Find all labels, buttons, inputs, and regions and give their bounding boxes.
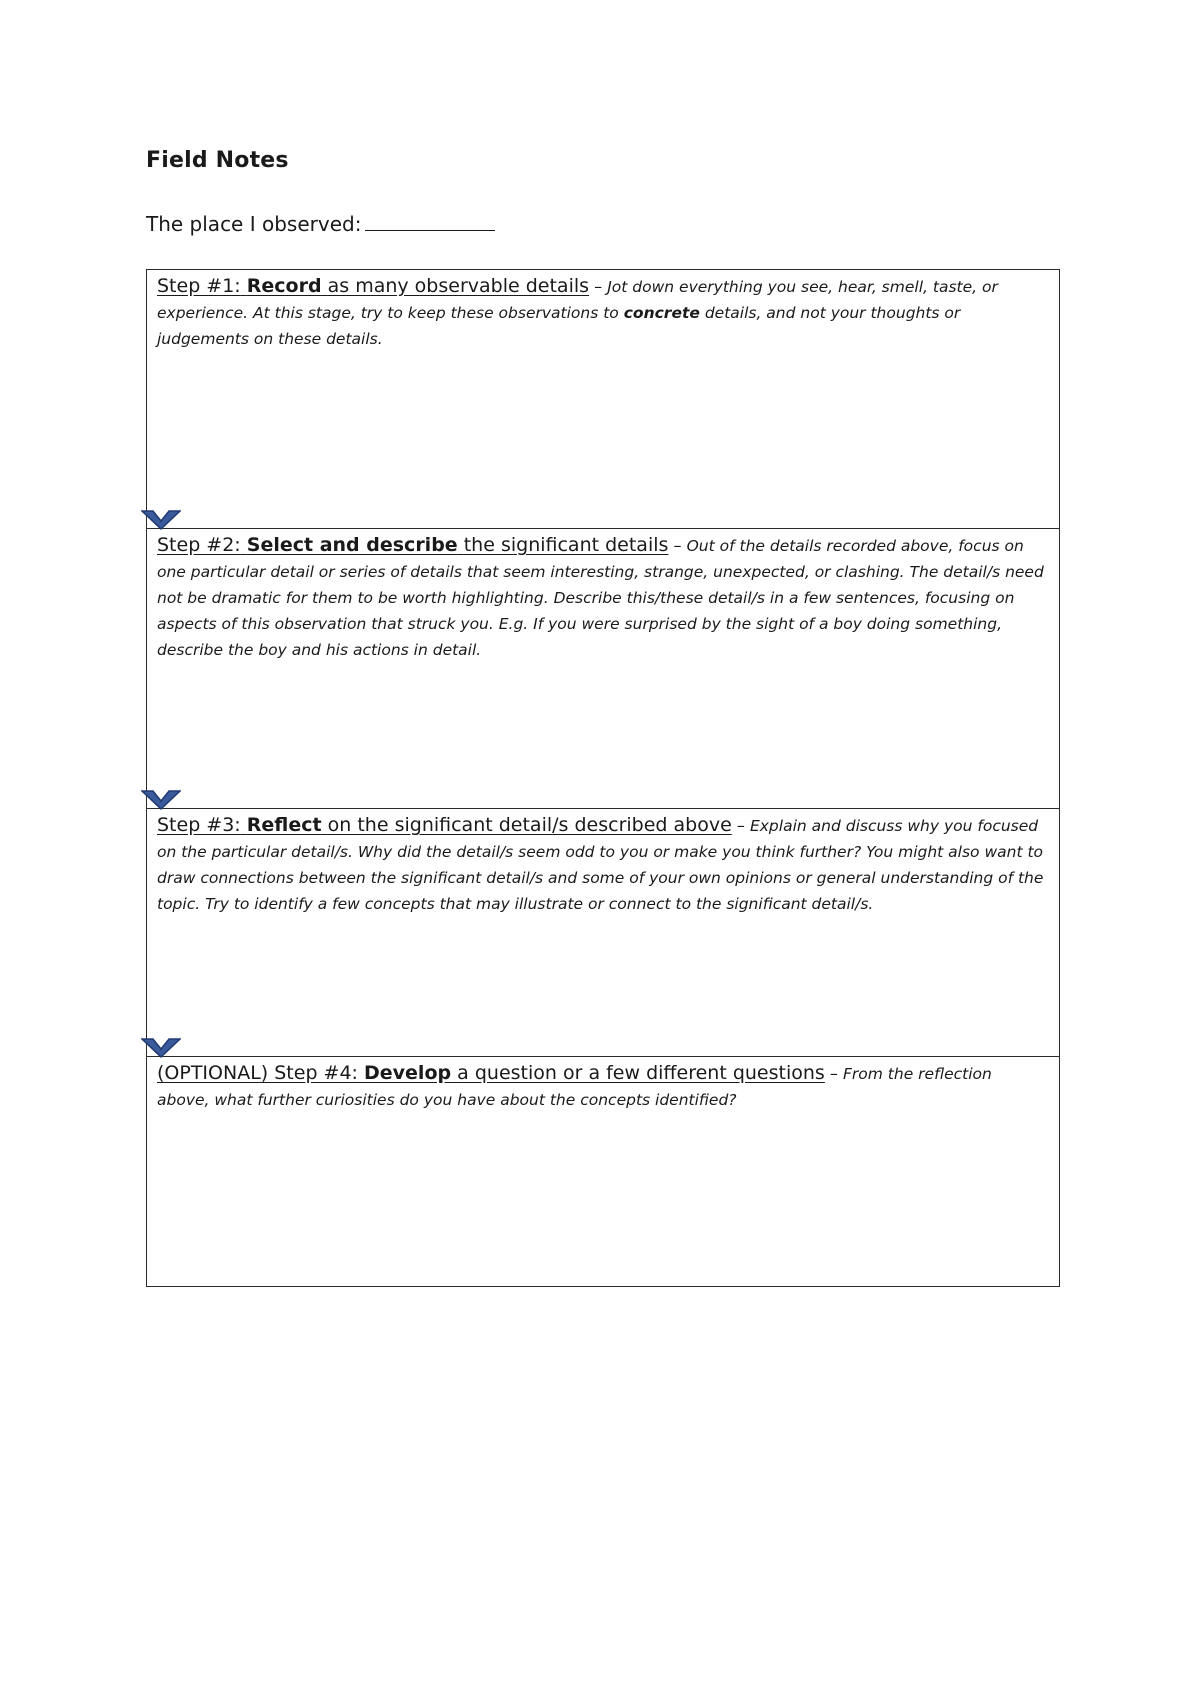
chevron-down-icon bbox=[141, 509, 181, 531]
step-3-section[interactable] bbox=[147, 808, 1059, 1056]
chevron-down-icon bbox=[141, 789, 181, 811]
step-4-section[interactable] bbox=[147, 1056, 1059, 1288]
step-4-dash: – bbox=[829, 1064, 838, 1083]
step-1-heading bbox=[157, 275, 589, 297]
step-2-section[interactable] bbox=[147, 528, 1059, 808]
step-3-dash: – bbox=[736, 816, 745, 835]
step-1-instruction-before: Jot down everything you see, hear, smell, taste, or experience. At this stage, try to keep these observations to bbox=[157, 278, 998, 322]
step-2-dash: – bbox=[673, 536, 682, 555]
place-label: The place I observed: bbox=[146, 212, 362, 236]
page-title: Field Notes bbox=[146, 148, 289, 173]
step-1-section[interactable] bbox=[147, 270, 1059, 528]
step-3-heading-rest: on the significant detail/s described above bbox=[327, 814, 732, 836]
step-4-heading bbox=[157, 1062, 825, 1084]
step-4-prefix: (OPTIONAL) Step #4: bbox=[157, 1062, 358, 1084]
step-2-heading-rest: the significant details bbox=[463, 534, 669, 556]
step-2-heading bbox=[157, 534, 668, 556]
chevron-down-icon bbox=[141, 1037, 181, 1059]
place-blank-field[interactable] bbox=[365, 212, 495, 231]
step-4-instruction: From the reflection above, what further curiosities do you have about the concepts identified? bbox=[157, 1065, 992, 1109]
step-2-prefix: Step #2: bbox=[157, 534, 241, 556]
place-observed-line bbox=[146, 212, 495, 236]
step-4-heading-rest: a question or a few different questions bbox=[457, 1062, 825, 1084]
step-2-instruction: Out of the details recorded above, focus on one particular detail or series of details that seem interesting, strange, unexpected, or clashing. The detail/s need not be dramatic for them to be worth highlighting. Describe this/these detail/s in a few sentences, focusing on aspects of this observation that struck you. E.g. If you were surprised by the sight of a boy doing something, describe the boy and his actions in detail. bbox=[157, 537, 1044, 659]
step-3-prefix: Step #3: bbox=[157, 814, 241, 836]
step-3-heading bbox=[157, 814, 732, 836]
step-4-keyword: Develop bbox=[364, 1062, 452, 1084]
step-3-keyword: Reflect bbox=[246, 814, 322, 836]
step-3-instruction: Explain and discuss why you focused on the particular detail/s. Why did the detail/s seem odd to you or make you think further? You might also want to draw connections between the significant detail/s and some of your own opinions or general understanding of the topic. Try to identify a few concepts that may illustrate or connect to the significant detail/s. bbox=[157, 817, 1044, 913]
step-1-instruction-after: details, and not your thoughts or judgements on these details. bbox=[157, 304, 961, 348]
field-notes-table bbox=[146, 269, 1060, 1287]
step-1-dash: – bbox=[594, 277, 603, 296]
step-1-prefix: Step #1: bbox=[157, 275, 241, 297]
step-2-keyword: Select and describe bbox=[246, 534, 458, 556]
step-1-keyword: Record bbox=[246, 275, 322, 297]
step-1-heading-rest: as many observable details bbox=[327, 275, 590, 297]
step-1-instruction-emphasis: concrete bbox=[623, 304, 700, 322]
